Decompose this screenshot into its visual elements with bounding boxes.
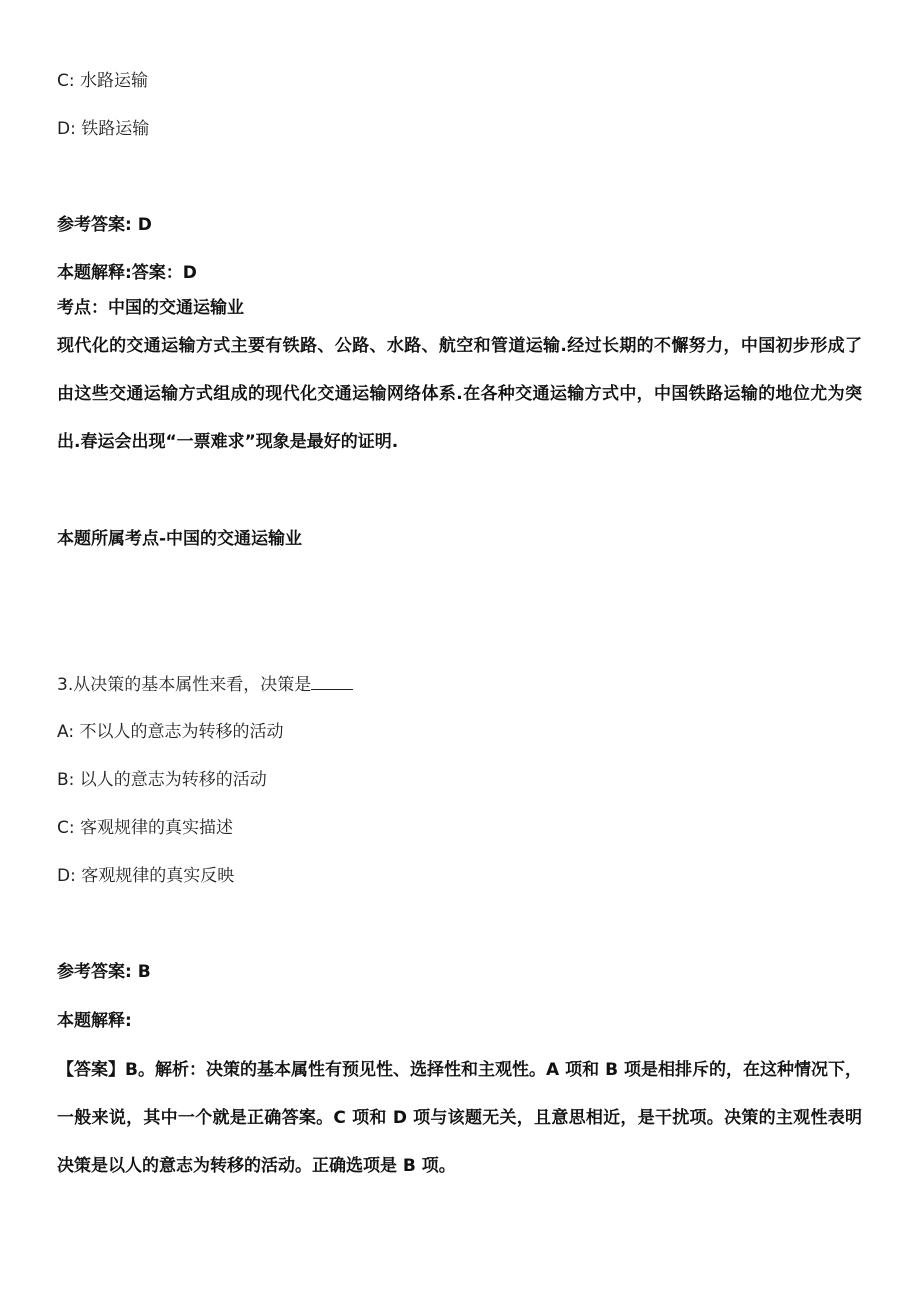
q3-explain-title: 本题解释: [57, 1011, 132, 1031]
q2-option-c: C: 水路运输 [57, 71, 149, 91]
answer-blank [311, 673, 353, 690]
q3-explanation: 【答案】B。解析：决策的基本属性有预见性、选择性和主观性。A 项和 B 项是相排斥的，在这种情况下，一般来说，其中一个就是正确答案。C 项和 D 项与该题无关，且意思相近，是干扰项。决策的主观性表明决策是以人的意志为转移的活动。正确选项是 B 项。 [57, 1060, 862, 1176]
q3-option-a: A: 不以人的意志为转移的活动 [57, 722, 284, 742]
q3-option-c: C: 客观规律的真实描述 [57, 818, 234, 838]
q3-option-b: B: 以人的意志为转移的活动 [57, 770, 267, 790]
q3-question-text: 3.从决策的基本属性来看，决策是 [57, 675, 312, 695]
q2-point-label: 考点：中国的交通运输业 [57, 298, 244, 318]
q3-option-d: D: 客观规律的真实反映 [57, 866, 235, 886]
q3-answer: 参考答案: B [57, 962, 151, 982]
q3-question [57, 673, 353, 696]
q2-explanation: 现代化的交通运输方式主要有铁路、公路、水路、航空和管道运输.经过长期的不懈努力，中国初步形成了由这些交通运输方式组成的现代化交通运输网络体系.在各种交通运输方式中，中国铁路运输的地位尤为突出.春运会出现“一票难求”现象是最好的证明. [57, 336, 862, 452]
q2-explain-title: 本题解释:答案：D [57, 263, 197, 283]
q2-option-d: D: 铁路运输 [57, 119, 150, 139]
q2-topic: 本题所属考点-中国的交通运输业 [57, 529, 303, 549]
q2-answer: 参考答案: D [57, 215, 152, 235]
